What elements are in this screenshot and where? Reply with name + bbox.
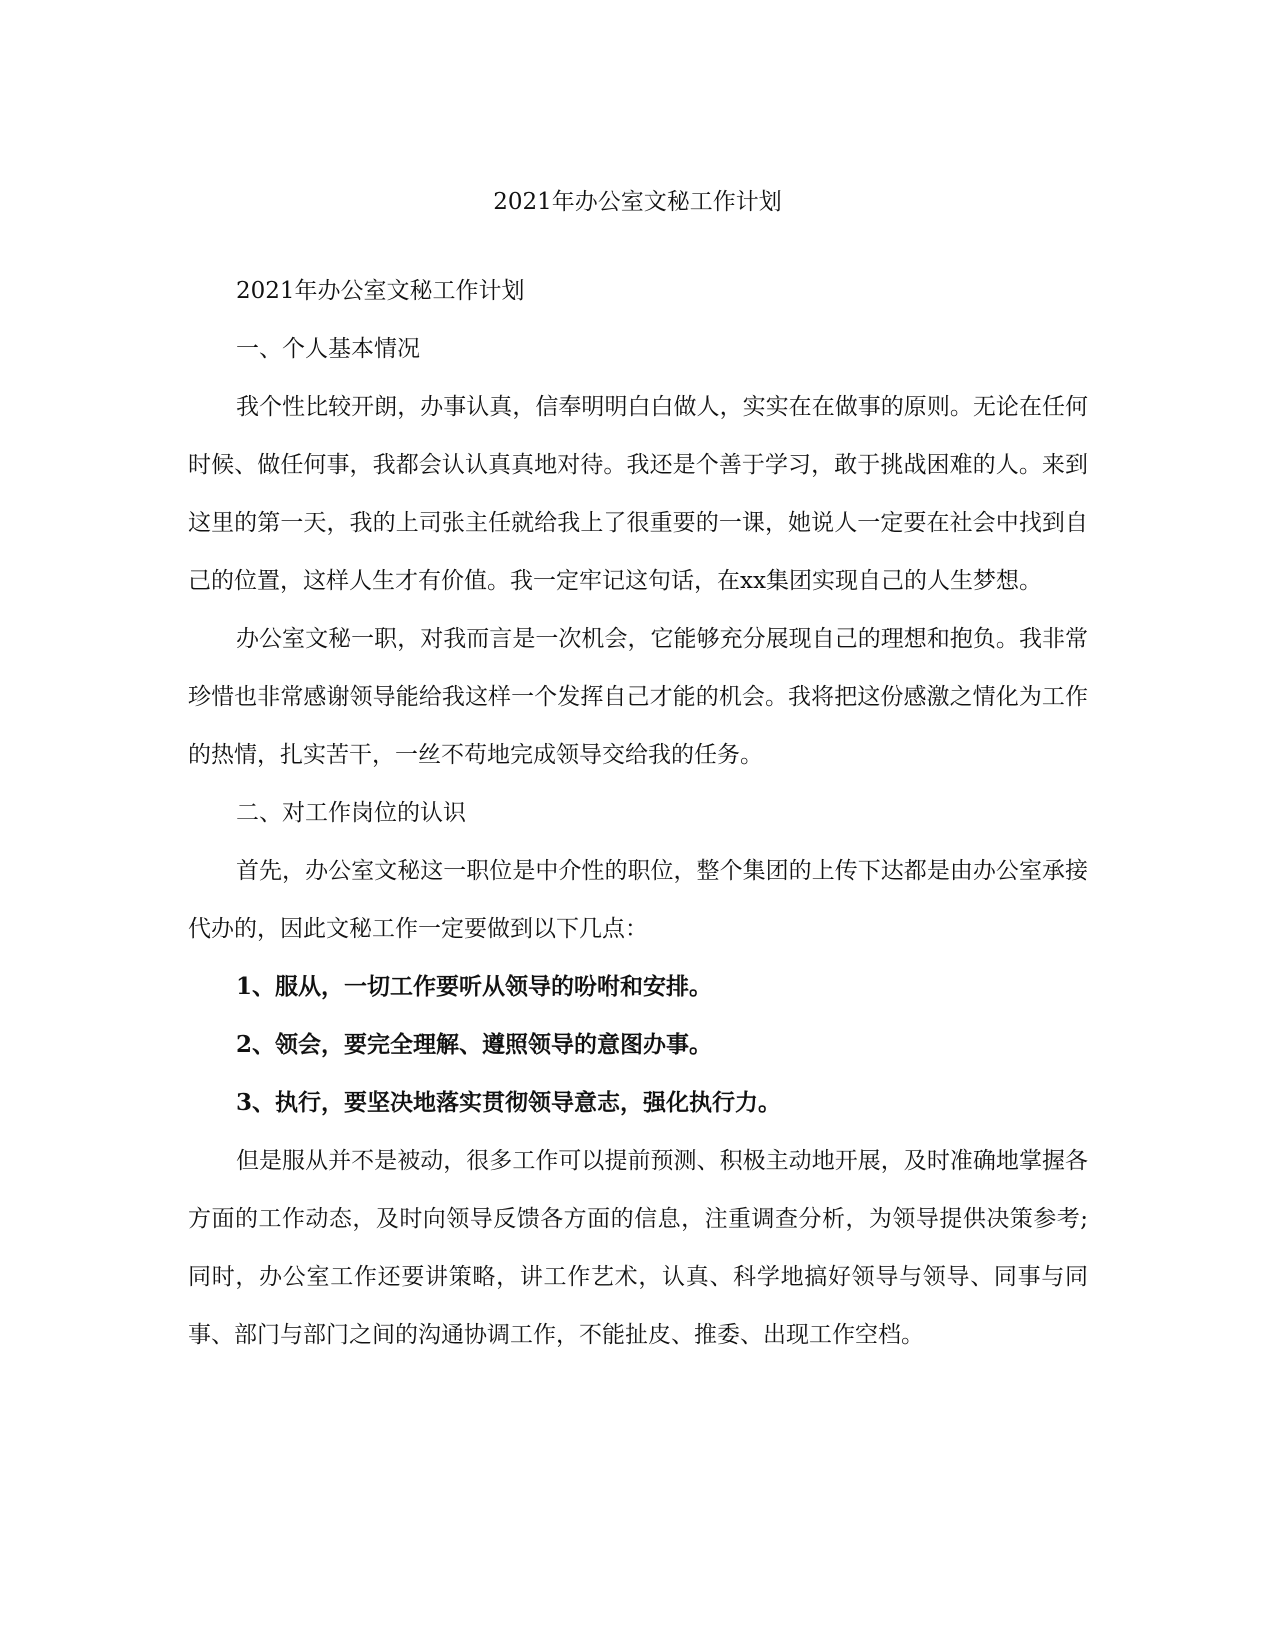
section-heading-personal-info: 一、个人基本情况 [236, 336, 420, 362]
paragraph-personality: 我个性比较开朗，办事认真，信奉明明白白做人，实实在在做事的原则。无论在任何时候、做任何事，我都会认认真真地对待。我还是个善于学习，敢于挑战困难的人。来到这里的第一天，我的上司张主任就给我上了很重要的一课，她说人一定要在社会中找到自己的位置，这样人生才有价值。我一定牢记这句话，在xx集团实现自己的人生梦想。 [188, 394, 1088, 594]
section-heading-job-understanding: 二、对工作岗位的认识 [236, 800, 466, 826]
list-item-execute: 3、执行，要坚决地落实贯彻领导意志，强化执行力。 [236, 1089, 782, 1116]
paragraph-role-intro: 首先，办公室文秘这一职位是中介性的职位，整个集团的上传下达都是由办公室承接代办的，因此文秘工作一定要做到以下几点： [188, 858, 1088, 942]
document-body [188, 262, 1088, 1364]
document-title: 2021年办公室文秘工作计划 [493, 189, 782, 215]
paragraph-opportunity: 办公室文秘一职，对我而言是一次机会，它能够充分展现自己的理想和抱负。我非常珍惜也非常感谢领导能给我这样一个发挥自己才能的机会。我将把这份感激之情化为工作的热情，扎实苦干，一丝不苟地完成领导交给我的任务。 [188, 626, 1088, 768]
list-item-comprehend: 2、领会，要完全理解、遵照领导的意图办事。 [236, 1031, 713, 1058]
paragraph-subtitle: 2021年办公室文秘工作计划 [236, 278, 525, 304]
list-item-obey: 1、服从，一切工作要听从领导的吩咐和安排。 [236, 973, 713, 1000]
paragraph-proactive-work: 但是服从并不是被动，很多工作可以提前预测、积极主动地开展，及时准确地掌握各方面的工作动态，及时向领导反馈各方面的信息，注重调查分析，为领导提供决策参考;同时，办公室工作还要讲策略，讲工作艺术，认真、科学地搞好领导与领导、同事与同事、部门与部门之间的沟通协调工作，不能扯皮、推委、出现工作空档。 [188, 1148, 1088, 1348]
